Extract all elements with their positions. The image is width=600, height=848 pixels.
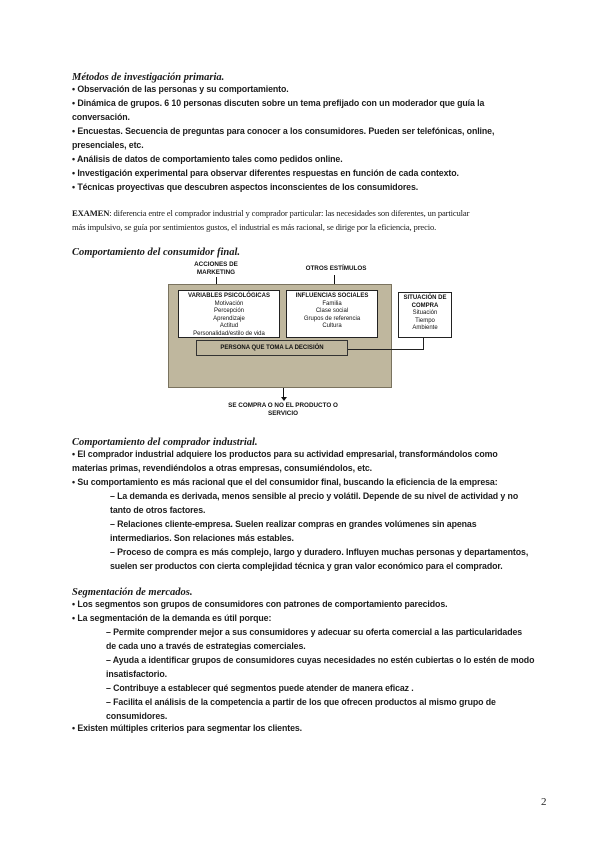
list-item: • Encuestas. Secuencia de preguntas para conocer a los consumidores. Pueden ser telefónicas, online, xyxy=(72,126,495,136)
box-item: Actitud xyxy=(219,323,239,330)
box-item: Familia xyxy=(322,300,342,307)
connector-line xyxy=(348,349,424,350)
box-item: Aprendizaje xyxy=(213,315,245,322)
box-item: Percepción xyxy=(213,308,245,315)
sub-list-item: – Ayuda a identificar grupos de consumidores cuyas necesidades no estén cubiertas o lo estén de modo xyxy=(106,655,535,665)
page-number: 2 xyxy=(541,796,547,808)
diagram-label-other-stimuli: OTROS ESTÍMULOS xyxy=(305,265,367,272)
sub-list-item-continuation: de cada uno a través de estrategias comerciales. xyxy=(106,641,306,651)
sub-list-item: – Proceso de compra es más complejo, largo y duradero. Influyen muchas personas y departamentos, xyxy=(110,547,529,557)
list-item: • Su comportamiento es más racional que el del consumidor final, buscando la eficiencia de la empresa: xyxy=(72,477,498,487)
sub-list-item-continuation: tanto de otros factores. xyxy=(110,505,206,515)
list-item: • Los segmentos son grupos de consumidores con patrones de comportamiento parecidos. xyxy=(72,599,448,609)
box-item: Grupos de referencia xyxy=(303,315,361,322)
exam-text: : diferencia entre el comprador industrial y comprador particular: las necesidades son diferentes, un particular xyxy=(109,208,470,218)
list-item-continuation: materias primas, revendiéndolos a otras empresas, consumiéndolos, etc. xyxy=(72,463,373,473)
list-item: • Existen múltiples criterios para segmentar los clientes. xyxy=(72,723,302,733)
list-item: • Investigación experimental para observar diferentes respuestas en función de cada contexto. xyxy=(72,168,459,178)
box-title: SITUACIÓN DE COMPRA xyxy=(403,295,447,309)
connector-line xyxy=(423,337,424,349)
box-item: Tiempo xyxy=(415,317,435,324)
box-item: Motivación xyxy=(214,300,244,307)
section-heading-industrial-buyer: Comportamiento del comprador industrial. xyxy=(72,437,258,448)
box-title: INFLUENCIAS SOCIALES xyxy=(295,293,369,299)
arrow-down-icon xyxy=(283,388,284,398)
exam-label: EXAMEN xyxy=(72,208,110,218)
box-item: Cultura xyxy=(322,323,342,330)
list-item: • Dinámica de grupos. 6 10 personas discuten sobre un tema prefijado con un moderador que guía la xyxy=(72,98,485,108)
sub-list-item-continuation: insatisfactorio. xyxy=(106,669,167,679)
section-heading-consumer-behavior: Comportamiento del consumidor final. xyxy=(72,247,241,258)
list-item: • Observación de las personas y su comportamiento. xyxy=(72,84,289,94)
box-social-influences xyxy=(286,290,378,338)
sub-list-item-continuation: intermediarios. Son relaciones más estables. xyxy=(110,533,294,543)
diagram-label-marketing-actions: ACCIONES DE MARKETING xyxy=(194,261,238,276)
sub-list-item: – La demanda es derivada, menos sensible al precio y volátil. Depende de su nivel de actividad y no xyxy=(110,491,519,501)
diagram-result-label: SE COMPRA O NO EL PRODUCTO O SERVICIO xyxy=(228,402,338,417)
exam-note-line-2: más impulsivo, se guía por sentimientos gustos, el industrial es más racional, se dirige por la eficiencia, precio. xyxy=(72,222,437,232)
sub-list-item: – Permite comprender mejor a sus consumidores y adecuar su oferta comercial a las particularidades xyxy=(106,627,523,637)
sub-list-item: – Relaciones cliente-empresa. Suelen realizar compras en grandes volúmenes sin apenas xyxy=(110,519,477,529)
exam-note-line-1 xyxy=(72,207,552,221)
list-item-continuation: conversación. xyxy=(72,112,130,122)
list-item: • La segmentación de la demanda es útil porque: xyxy=(72,613,272,623)
list-item-continuation: presenciales, etc. xyxy=(72,140,144,150)
box-psychological-variables xyxy=(178,290,280,338)
list-item: • Análisis de datos de comportamiento tales como pedidos online. xyxy=(72,154,343,164)
sub-list-item-continuation: consumidores. xyxy=(106,711,168,721)
consumer-behavior-diagram xyxy=(168,258,468,418)
decision-maker-box: PERSONA QUE TOMA LA DECISIÓN xyxy=(196,340,348,356)
box-item: Personalidad/estilo de vida xyxy=(193,330,265,337)
section-heading-primary-research: Métodos de investigación primaria. xyxy=(72,72,225,83)
sub-list-item-continuation: suelen ser productos con cierta complejidad técnica y gran valor económico para el comprador. xyxy=(110,561,503,571)
box-purchase-situation xyxy=(398,292,452,338)
box-item: Clase social xyxy=(315,308,349,315)
box-item: Ambiente xyxy=(412,325,438,332)
box-title: VARIABLES PSICOLÓGICAS xyxy=(188,293,270,299)
sub-list-item: – Facilita el análisis de la competencia a partir de los que ofrecen productos al mismo grupo de xyxy=(106,697,496,707)
list-item: • El comprador industrial adquiere los productos para su actividad empresarial, transformándolos como xyxy=(72,449,498,459)
box-item: Situación xyxy=(412,310,438,317)
sub-list-item: – Contribuye a establecer qué segmentos puede atender de manera eficaz . xyxy=(106,683,414,693)
list-item: • Técnicas proyectivas que descubren aspectos inconscientes de los consumidores. xyxy=(72,182,419,192)
section-heading-market-segmentation: Segmentación de mercados. xyxy=(72,587,193,598)
